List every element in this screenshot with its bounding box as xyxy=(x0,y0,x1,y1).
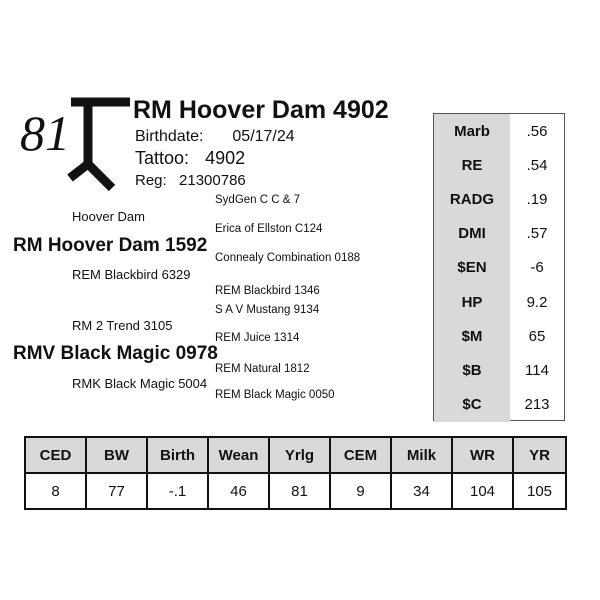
epd-value-cell: 34 xyxy=(391,473,452,509)
index-value: .54 xyxy=(526,156,548,174)
animal-name: RM Hoover Dam 4902 xyxy=(133,96,389,124)
epd-header-cell: Milk xyxy=(391,437,452,473)
index-label: RADG xyxy=(434,182,510,216)
epd-header-cell: CED xyxy=(25,437,86,473)
index-row xyxy=(434,353,564,387)
index-value: 114 xyxy=(525,361,549,379)
epd-value-cell: 9 xyxy=(330,473,391,509)
index-row xyxy=(434,114,564,148)
pedigree-sire-dam-sire: Connealy Combination 0188 xyxy=(215,252,361,264)
index-row xyxy=(434,285,564,319)
pedigree-dam-dam: RMK Black Magic 5004 xyxy=(72,376,208,391)
epd-table xyxy=(24,436,567,510)
index-value: .57 xyxy=(526,225,548,243)
index-value: 9.2 xyxy=(526,293,548,311)
pedigree-sire-sire-dam: Erica of Ellston C124 xyxy=(215,223,323,235)
pedigree-dam: RMV Black Magic 0978 xyxy=(13,343,218,364)
pedigree-sire-dam: REM Blackbird 6329 xyxy=(72,267,191,282)
reg-label: Reg: xyxy=(135,172,167,189)
index-value: .56 xyxy=(526,122,548,140)
index-label: $EN xyxy=(434,251,510,285)
index-label: Marb xyxy=(434,114,510,148)
index-label: HP xyxy=(434,285,510,319)
tattoo-label: Tattoo: xyxy=(135,148,190,168)
epd-value-cell: 81 xyxy=(269,473,330,509)
birthdate-line xyxy=(135,128,295,146)
birthdate-label: Birthdate: xyxy=(135,128,204,145)
pedigree-dam-sire: RM 2 Trend 3105 xyxy=(72,318,173,333)
index-label: RE xyxy=(434,148,510,182)
epd-value-cell: 77 xyxy=(86,473,147,509)
index-value: -6 xyxy=(530,259,544,277)
epd-value-cell: 46 xyxy=(208,473,269,509)
pedigree-sire-sire: Hoover Dam xyxy=(72,209,145,224)
pedigree-sire: RM Hoover Dam 1592 xyxy=(13,235,208,256)
epd-value-cell: 8 xyxy=(25,473,86,509)
index-label: $B xyxy=(434,353,510,387)
tattoo-value: 4902 xyxy=(205,148,246,168)
pedigree-dam-sire-sire: S A V Mustang 9134 xyxy=(215,304,320,316)
pedigree-sire-dam-dam: REM Blackbird 1346 xyxy=(215,285,320,297)
index-label: DMI xyxy=(434,217,510,251)
epd-value-row xyxy=(25,473,566,509)
brand-mark-icon xyxy=(66,96,132,196)
pedigree-dam-dam-sire: REM Natural 1812 xyxy=(215,363,310,375)
index-row xyxy=(434,217,564,251)
birthdate-value: 05/17/24 xyxy=(232,128,295,145)
index-value: .19 xyxy=(526,190,548,208)
index-row xyxy=(434,319,564,353)
epd-value-cell: 104 xyxy=(452,473,513,509)
reg-value: 21300786 xyxy=(179,172,246,189)
epd-header-cell: BW xyxy=(86,437,147,473)
pedigree-dam-sire-dam: REM Juice 1314 xyxy=(215,332,300,344)
index-label: $C xyxy=(434,388,510,422)
tattoo-line xyxy=(135,148,245,169)
index-row xyxy=(434,182,564,216)
epd-value-cell: -.1 xyxy=(147,473,208,509)
epd-header-cell: CEM xyxy=(330,437,391,473)
epd-header-cell: Birth xyxy=(147,437,208,473)
reg-line xyxy=(135,172,246,189)
index-row xyxy=(434,251,564,285)
index-row xyxy=(434,148,564,182)
index-value: 65 xyxy=(528,327,546,345)
index-table xyxy=(433,113,565,421)
index-label: $M xyxy=(434,319,510,353)
lot-number: 81 xyxy=(20,105,70,161)
epd-header-cell: WR xyxy=(452,437,513,473)
pedigree-sire-sire-sire: SydGen C C & 7 xyxy=(215,194,301,206)
epd-value-cell: 105 xyxy=(513,473,566,509)
epd-header-row xyxy=(25,437,566,473)
index-row xyxy=(434,388,564,422)
epd-header-cell: YR xyxy=(513,437,566,473)
epd-header-cell: Yrlg xyxy=(269,437,330,473)
epd-header-cell: Wean xyxy=(208,437,269,473)
pedigree-dam-dam-dam: REM Black Magic 0050 xyxy=(215,389,335,401)
index-value: 213 xyxy=(524,396,550,414)
